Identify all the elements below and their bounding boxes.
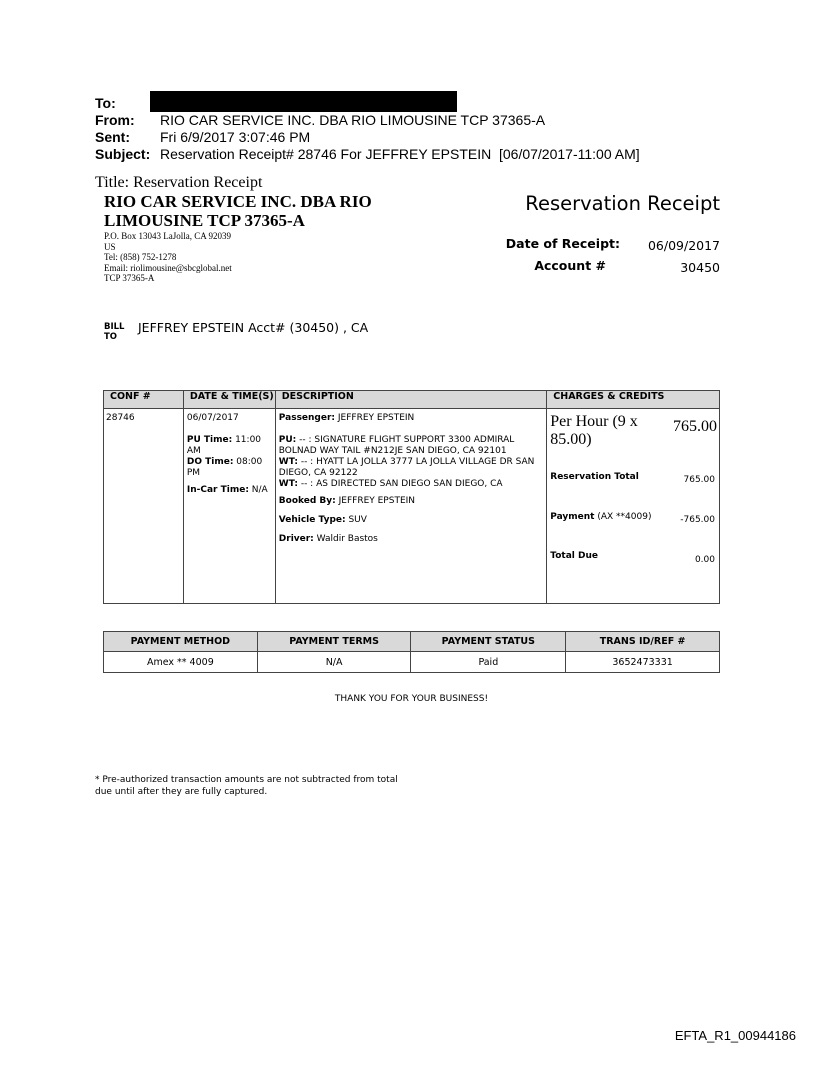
address-line: US (104, 241, 116, 252)
trans-id-value: 3652473331 (566, 652, 720, 673)
wt2-value: -- : AS DIRECTED SAN DIEGO SAN DIEGO, CA (297, 479, 503, 489)
header-conf: CONF # (104, 391, 184, 409)
bates-number: EFTA_R1_00944186 (674, 1028, 796, 1043)
subject-value: Reservation Receipt# 28746 For JEFFREY EPSTEIN [06/07/2017-11:00 AM] (160, 146, 640, 162)
description-cell (275, 409, 546, 604)
passenger (279, 413, 542, 424)
per-hour-label: Per Hour (9 x 85.00) (550, 413, 638, 448)
title-line: Title: Reservation Receipt (95, 174, 263, 191)
conf-cell (104, 409, 184, 604)
pu-time-value: 11:00 AM (186, 435, 262, 456)
header-description: DESCRIPTION (275, 391, 546, 409)
passenger-label: Passenger: (278, 413, 336, 423)
footnote-line: due until after they are fully captured. (95, 787, 268, 797)
booked-by (279, 496, 542, 507)
do-time (187, 457, 273, 479)
payment-card: (AX **4009) (594, 512, 652, 522)
payment-status-value: Paid (411, 652, 566, 673)
payment-label: Payment (550, 512, 595, 522)
date-of-receipt-value: 06/09/2017 (647, 238, 720, 253)
footnote (95, 774, 398, 798)
vehicle-value: SUV (345, 515, 367, 525)
pu-time (187, 435, 273, 457)
passenger-value: JEFFREY EPSTEIN (335, 413, 415, 423)
do-time-value: 08:00 PM (186, 457, 263, 478)
vehicle-type (279, 515, 542, 526)
header-payment-method: PAYMENT METHOD (104, 632, 258, 652)
bill-to-label (104, 322, 124, 342)
header-date-time: DATE & TIME(S) (183, 391, 275, 409)
driver (279, 534, 542, 545)
footnote-line: * Pre-authorized transaction amounts are not subtracted from total (95, 775, 398, 785)
charges-table (103, 390, 720, 604)
header-payment-status: PAYMENT STATUS (411, 632, 566, 652)
account-value: 30450 (680, 260, 720, 275)
to-label: TO (104, 332, 118, 342)
driver-value: Waldir Bastos (313, 534, 378, 544)
wt1-value: -- : HYATT LA JOLLA 3777 LA JOLLA VILLAGE DR SAN DIEGO, CA 92122 (278, 457, 535, 478)
company-name-1: RIO CAR SERVICE INC. DBA RIO (104, 192, 372, 211)
header-charges: CHARGES & CREDITS (547, 391, 720, 409)
address-line: Email: riolimousine@sbcglobal.net (104, 262, 232, 273)
in-car-time (187, 485, 273, 496)
per-hour-value: 765.00 (673, 418, 717, 435)
redacted-recipient (150, 91, 457, 112)
header-payment-terms: PAYMENT TERMS (257, 632, 411, 652)
booked-value: JEFFREY EPSTEIN (335, 496, 416, 506)
total-due-label: Total Due (550, 551, 598, 561)
from-label: From: (95, 112, 135, 128)
to-label: To: (95, 95, 116, 111)
total-due-value: 0.00 (694, 555, 715, 565)
in-car-label: In-Car Time: (186, 485, 249, 495)
bill-to-value: JEFFREY EPSTEIN Acct# (30450) , CA (138, 320, 369, 335)
vehicle-label: Vehicle Type: (278, 515, 346, 525)
payment-terms-value: N/A (257, 652, 411, 673)
address-line: Tel: (858) 752-1278 (104, 252, 177, 262)
driver-label: Driver: (278, 534, 314, 544)
payment-value: -765.00 (680, 515, 715, 525)
pu-value: -- : SIGNATURE FLIGHT SUPPORT 3300 ADMIRAL BOLNAD WAY TAIL #N212JE SAN DIEGO, CA 92101 (278, 435, 515, 456)
reservation-date: 06/07/2017 (186, 413, 239, 423)
company-address (104, 231, 232, 284)
date-cell (183, 409, 275, 604)
payment-table (103, 631, 720, 673)
conf-number: 28746 (106, 413, 135, 423)
from-value: RIO CAR SERVICE INC. DBA RIO LIMOUSINE TCP 37365-A (160, 112, 546, 128)
account-label: Account # (534, 258, 606, 273)
wait-stop-2 (279, 479, 542, 490)
bill-label: BILL (104, 322, 125, 332)
wt2-label: WT: (278, 479, 298, 489)
pickup (279, 435, 542, 457)
booked-label: Booked By: (278, 496, 336, 506)
header-trans-id: TRANS ID/REF # (566, 632, 720, 652)
do-time-label: DO Time: (186, 457, 234, 467)
thank-you-message: THANK YOU FOR YOUR BUSINESS! (334, 694, 489, 704)
subject-label: Subject: (95, 146, 151, 162)
address-line: TCP 37365-A (104, 273, 155, 283)
reservation-total-value: 765.00 (683, 475, 715, 485)
reservation-total-label: Reservation Total (550, 472, 639, 482)
in-car-value: N/A (248, 485, 268, 495)
receipt-heading: Reservation Receipt (525, 192, 720, 215)
payment-method-value: Amex ** 4009 (104, 652, 258, 673)
address-line: P.O. Box 13043 LaJolla, CA 92039 (104, 231, 232, 241)
table-row (104, 652, 720, 673)
sent-label: Sent: (95, 129, 130, 145)
wt1-label: WT: (278, 457, 298, 467)
company-name-2: LIMOUSINE TCP 37365-A (104, 211, 305, 230)
pu-label: PU: (278, 435, 297, 445)
date-of-receipt-label: Date of Receipt: (505, 236, 620, 251)
pu-time-label: PU Time: (186, 435, 233, 445)
sent-value: Fri 6/9/2017 3:07:46 PM (160, 129, 311, 145)
charges-cell (547, 409, 720, 604)
wait-stop-1 (279, 457, 542, 479)
